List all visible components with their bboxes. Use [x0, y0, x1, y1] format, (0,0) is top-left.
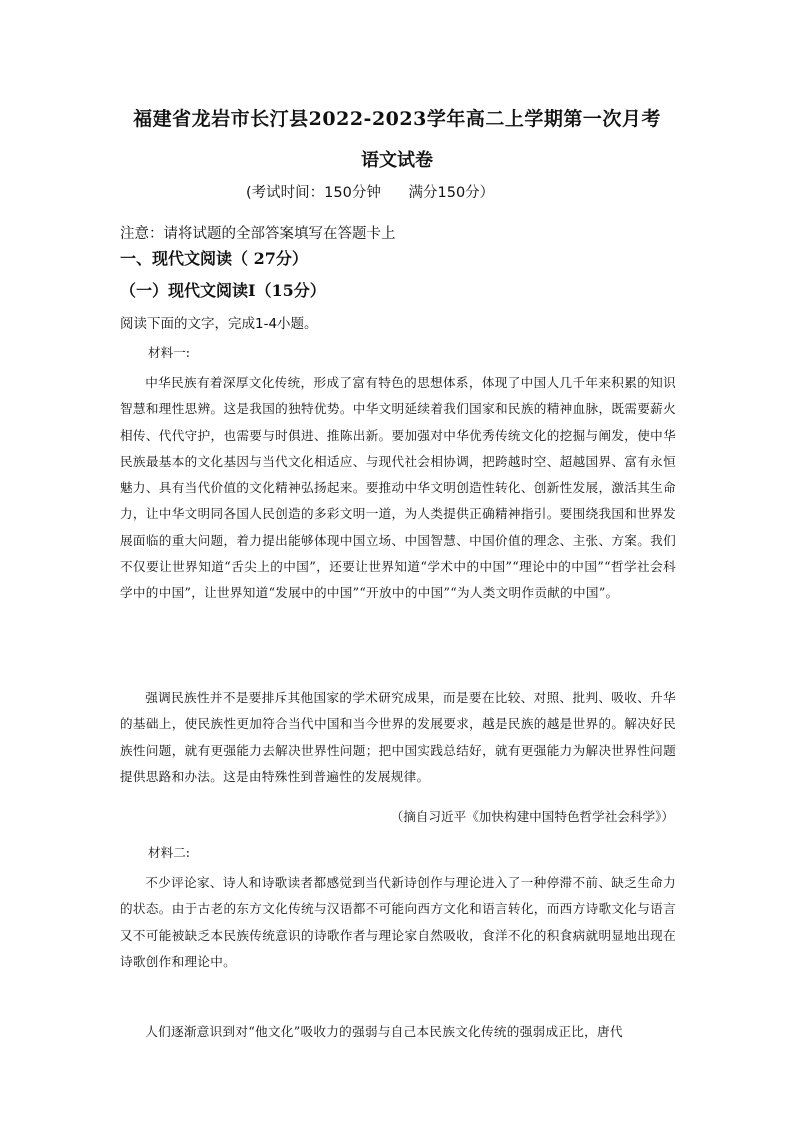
material1-paragraph2: 强调民族性并不是要排斥其他国家的学术研究成果，而是要在比较、对照、批判、吸收、升华的基础上，使民族性更加符合当代中国和当今世界的发展要求，越是民族的越是世界的。解决好民族性问题，就有更强能力去解决世界性问题；把中国实践总结好，就有更强能力为解决世界性问题提供思路和办法。这是由特殊性到普遍性的发展规律。 [120, 690, 676, 784]
material1-paragraph1: 中华民族有着深厚文化传统，形成了富有特色的思想体系，体现了中国人几千年来积累的知识智慧和理性思辨。这是我国的独特优势。中华文明延续着我们国家和民族的精神血脉，既需要薪火相传、代代守护，也需要与时俱进、推陈出新。要加强对中华优秀传统文化的挖掘与阐发，使中华民族最基本的文化基因与当代文化相适应、与现代社会相协调，把跨越时空、超越国界、富有永恒魅力、具有当代价值的文化精神弘扬起来。要推动中华文明创造性转化、创新性发展，激活其生命力，让中华文明同各国人民创造的多彩文明一道，为人类提供正确精神指引。要围绕我国和世界发展面临的重大问题，着力提出能够体现中国立场、中国智慧、中国价值的理念、主张、方案。我们不仅要让世界知道“舌尖上的中国”，还要让世界知道“学术中的中国”“理论中的中国”“哲学社会科学中的中国”，让世界知道“发展中的中国”“开放中的中国”“为人类文明作贡献的中国”。 [120, 375, 676, 601]
material2-paragraph1: 不少评论家、诗人和诗歌读者都感觉到当代新诗创作与理论进入了一种停滞不前、缺乏生命力的状态。由于古老的东方文化传统与汉语都不可能向西方文化和语言转化，而西方诗歌文化与语言又不可能被缺乏本民族传统意识的诗歌作者与理论家自然吸收，食洋不化的积食病就明显地出现在诗歌创作和理论中。 [120, 875, 676, 969]
material1-source: （摘自习近平《加快构建中国特色哲学社会科学》） [390, 809, 674, 824]
exam-subtitle: 语文试卷 [361, 150, 433, 171]
section-heading-part1-sub: （一）现代文阅读Ⅰ（15分） [120, 281, 326, 300]
exam-title: 福建省龙岩市长汀县2022-2023学年高二上学期第一次月考 [133, 108, 661, 130]
material1-label: 材料一: [148, 345, 191, 360]
notice-text: 注意：请将试题的全部答案填写在答题卡上 [120, 226, 396, 242]
exam-time-info: (考试时间：150分钟 满分150分） [246, 185, 495, 201]
section-heading-part1: 一、现代文阅读（ 27分） [120, 249, 308, 268]
reading-instruction: 阅读下面的文字，完成1-4小题。 [120, 316, 318, 332]
material2-paragraph2: 人们逐渐意识到对“他文化”吸收力的强弱与自己本民族文化传统的强弱成正比，唐代 [145, 1024, 623, 1039]
material2-label: 材料二: [148, 845, 191, 860]
